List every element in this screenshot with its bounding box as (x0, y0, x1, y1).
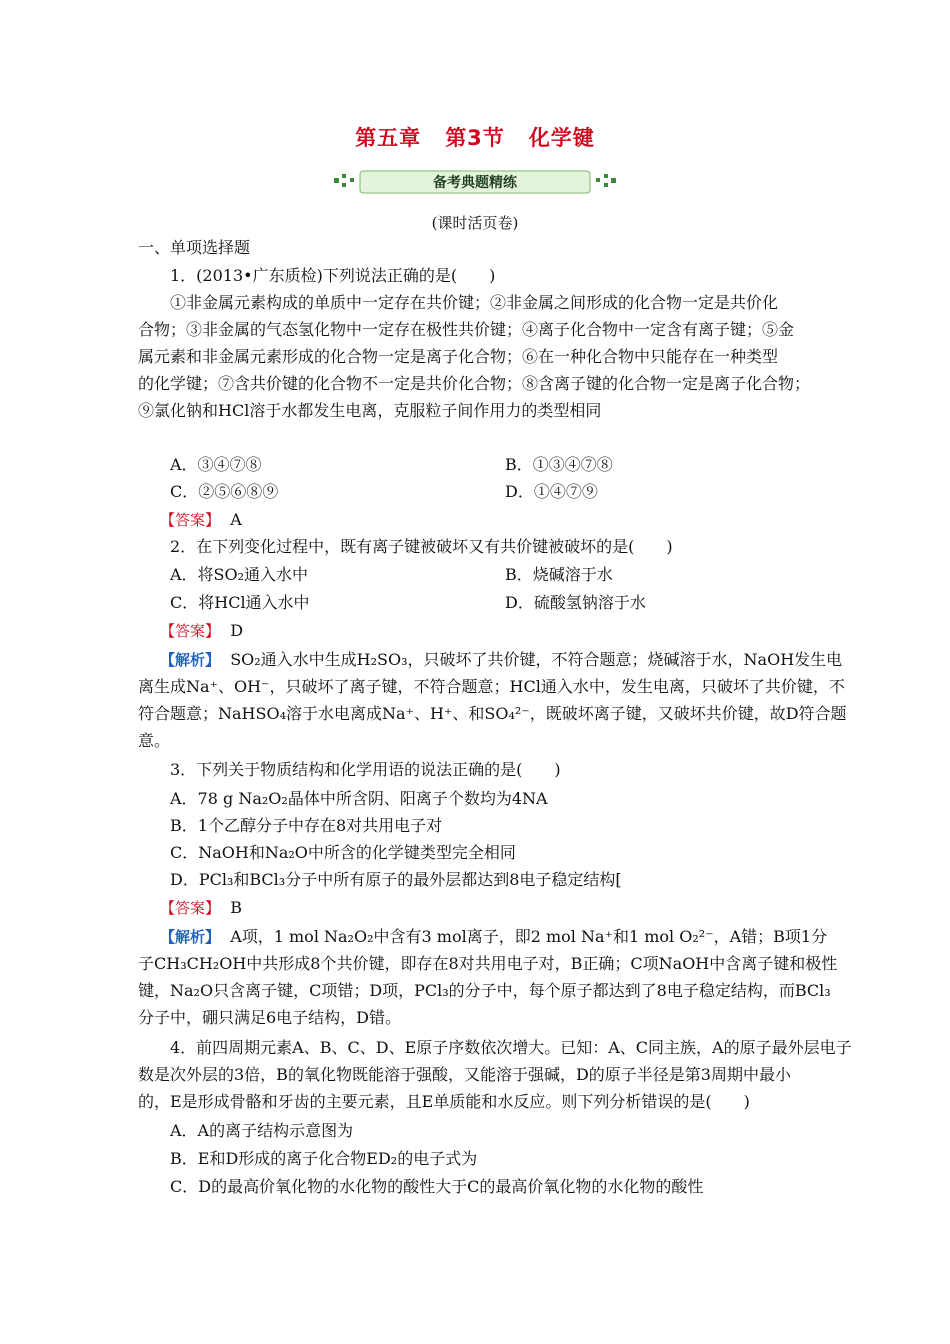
q3-explain-line (160, 927, 827, 947)
subtitle: (课时活页卷) (431, 214, 519, 232)
q1-line: 合物；③非金属的气态氢化物中一定存在极性共价键；④离子化合物中一定含有离子键；⑤金 (138, 320, 795, 339)
q2-option-b: B．烧碱溶于水 (505, 565, 613, 584)
exercise-banner (330, 166, 620, 196)
q1-line: ①非金属元素构成的单质中一定存在共价键；②非金属之间形成的化合物一定是共价化 (170, 293, 779, 312)
section-heading: 一、单项选择题 (138, 238, 251, 257)
answer-tag: 【答案】 (160, 622, 221, 640)
section-label: 第3节 (445, 126, 505, 150)
q2-answer (160, 621, 243, 641)
q4-option-a: A．A的离子结构示意图为 (170, 1121, 354, 1140)
q3-explain-line: 分子中，硼只满足6电子结构，D错。 (138, 1008, 402, 1027)
q2-explain-line (160, 650, 842, 670)
q1-line: 属元素和非金属元素形成的化合物一定是离子化合物；⑥在一种化合物中只能存在一种类型 (138, 347, 779, 366)
q3-explain-line: 子CH₃CH₂OH中共形成8个共价键，即存在8对共用电子对，B正确；C项NaOH中含离子键和极性 (138, 954, 838, 973)
q3-option-b: B．1个乙醇分子中存在8对共用电子对 (170, 816, 443, 835)
q2-option-d: D．硫酸氢钠溶于水 (505, 593, 646, 612)
answer-value: A (230, 510, 242, 529)
q2-explain-line: 符合题意；NaHSO₄溶于水电离成Na⁺、H⁺、和SO₄²⁻，既破坏离子键，又破坏共价键，故D符合题 (138, 704, 847, 723)
q1-option-b: B．①③④⑦⑧ (505, 455, 613, 474)
q2-explain-line: 离生成Na⁺、OH⁻，只破坏了离子键，不符合题意；HCl通入水中，发生电离，只破坏了共价键，不 (138, 677, 845, 696)
chapter-label: 第五章 (355, 126, 422, 150)
explain-text: SO₂通入水中生成H₂SO₃，只破坏了共价键，不符合题意；烧碱溶于水，NaOH发生电 (230, 650, 843, 669)
q4-option-b: B．E和D形成的离子化合物ED₂的电子式为 (170, 1149, 478, 1168)
q1-line: ⑨氯化钠和HCl溶于水都发生电离，克服粒子间作用力的类型相同 (138, 401, 602, 420)
q2-option-a: A．将SO₂通入水中 (170, 565, 309, 584)
q1-option-d: D．①④⑦⑨ (505, 482, 598, 501)
page-title (0, 122, 950, 152)
q3-explain-line: 键，Na₂O只含离子键，C项错；D项，PCl₃的分子中，每个原子都达到了8电子稳定结构，而BCl₃ (138, 981, 831, 1000)
q1-line: 的化学键；⑦含共价键的化合物不一定是共价化合物；⑧含离子键的化合物一定是离子化合物； (138, 374, 811, 393)
q1-option-a: A．③④⑦⑧ (170, 455, 262, 474)
q4-line: 的，E是形成骨骼和牙齿的主要元素，且E单质能和水反应。则下列分析错误的是( ) (138, 1092, 750, 1111)
explain-tag: 【解析】 (160, 651, 221, 669)
q1-option-c: C．②⑤⑥⑧⑨ (170, 482, 279, 501)
topic-label: 化学键 (528, 126, 595, 150)
q3-option-c: C．NaOH和Na₂O中所含的化学键类型完全相同 (170, 843, 516, 862)
banner-label: 备考典题精练 (433, 175, 517, 191)
q4-line: 数是次外层的3倍，B的氧化物既能溶于强酸，又能溶于强碱，D的原子半径是第3周期中最小 (138, 1065, 791, 1084)
answer-tag: 【答案】 (160, 511, 221, 529)
q1-answer (160, 510, 242, 530)
q4-option-c: C．D的最高价氧化物的水化物的酸性大于C的最高价氧化物的水化物的酸性 (170, 1177, 704, 1196)
q1-stem: 1．(2013•广东质检)下列说法正确的是( ) (170, 266, 496, 285)
q3-answer (160, 898, 242, 918)
q2-explain-line: 意。 (138, 731, 171, 750)
q3-stem: 3．下列关于物质结构和化学用语的说法正确的是( ) (170, 760, 561, 779)
explain-text: A项，1 mol Na₂O₂中含有3 mol离子，即2 mol Na⁺和1 mol O₂²⁻，A错；B项1分 (230, 927, 828, 946)
q2-option-c: C．将HCl通入水中 (170, 593, 310, 612)
answer-tag: 【答案】 (160, 899, 221, 917)
q2-stem: 2．在下列变化过程中，既有离子键被破坏又有共价键被破坏的是( ) (170, 537, 673, 556)
answer-value: D (230, 621, 244, 640)
q3-option-d: D．PCl₃和BCl₃分子中所有原子的最外层都达到8电子稳定结构[ (170, 870, 622, 889)
q3-option-a: A．78 g Na₂O₂晶体中所含阴、阳离子个数均为4NA (170, 789, 548, 808)
answer-value: B (230, 898, 242, 917)
q4-line: 4．前四周期元素A、B、C、D、E原子序数依次增大。已知：A、C同主族，A的原子最外层电子 (170, 1038, 852, 1057)
explain-tag: 【解析】 (160, 928, 221, 946)
